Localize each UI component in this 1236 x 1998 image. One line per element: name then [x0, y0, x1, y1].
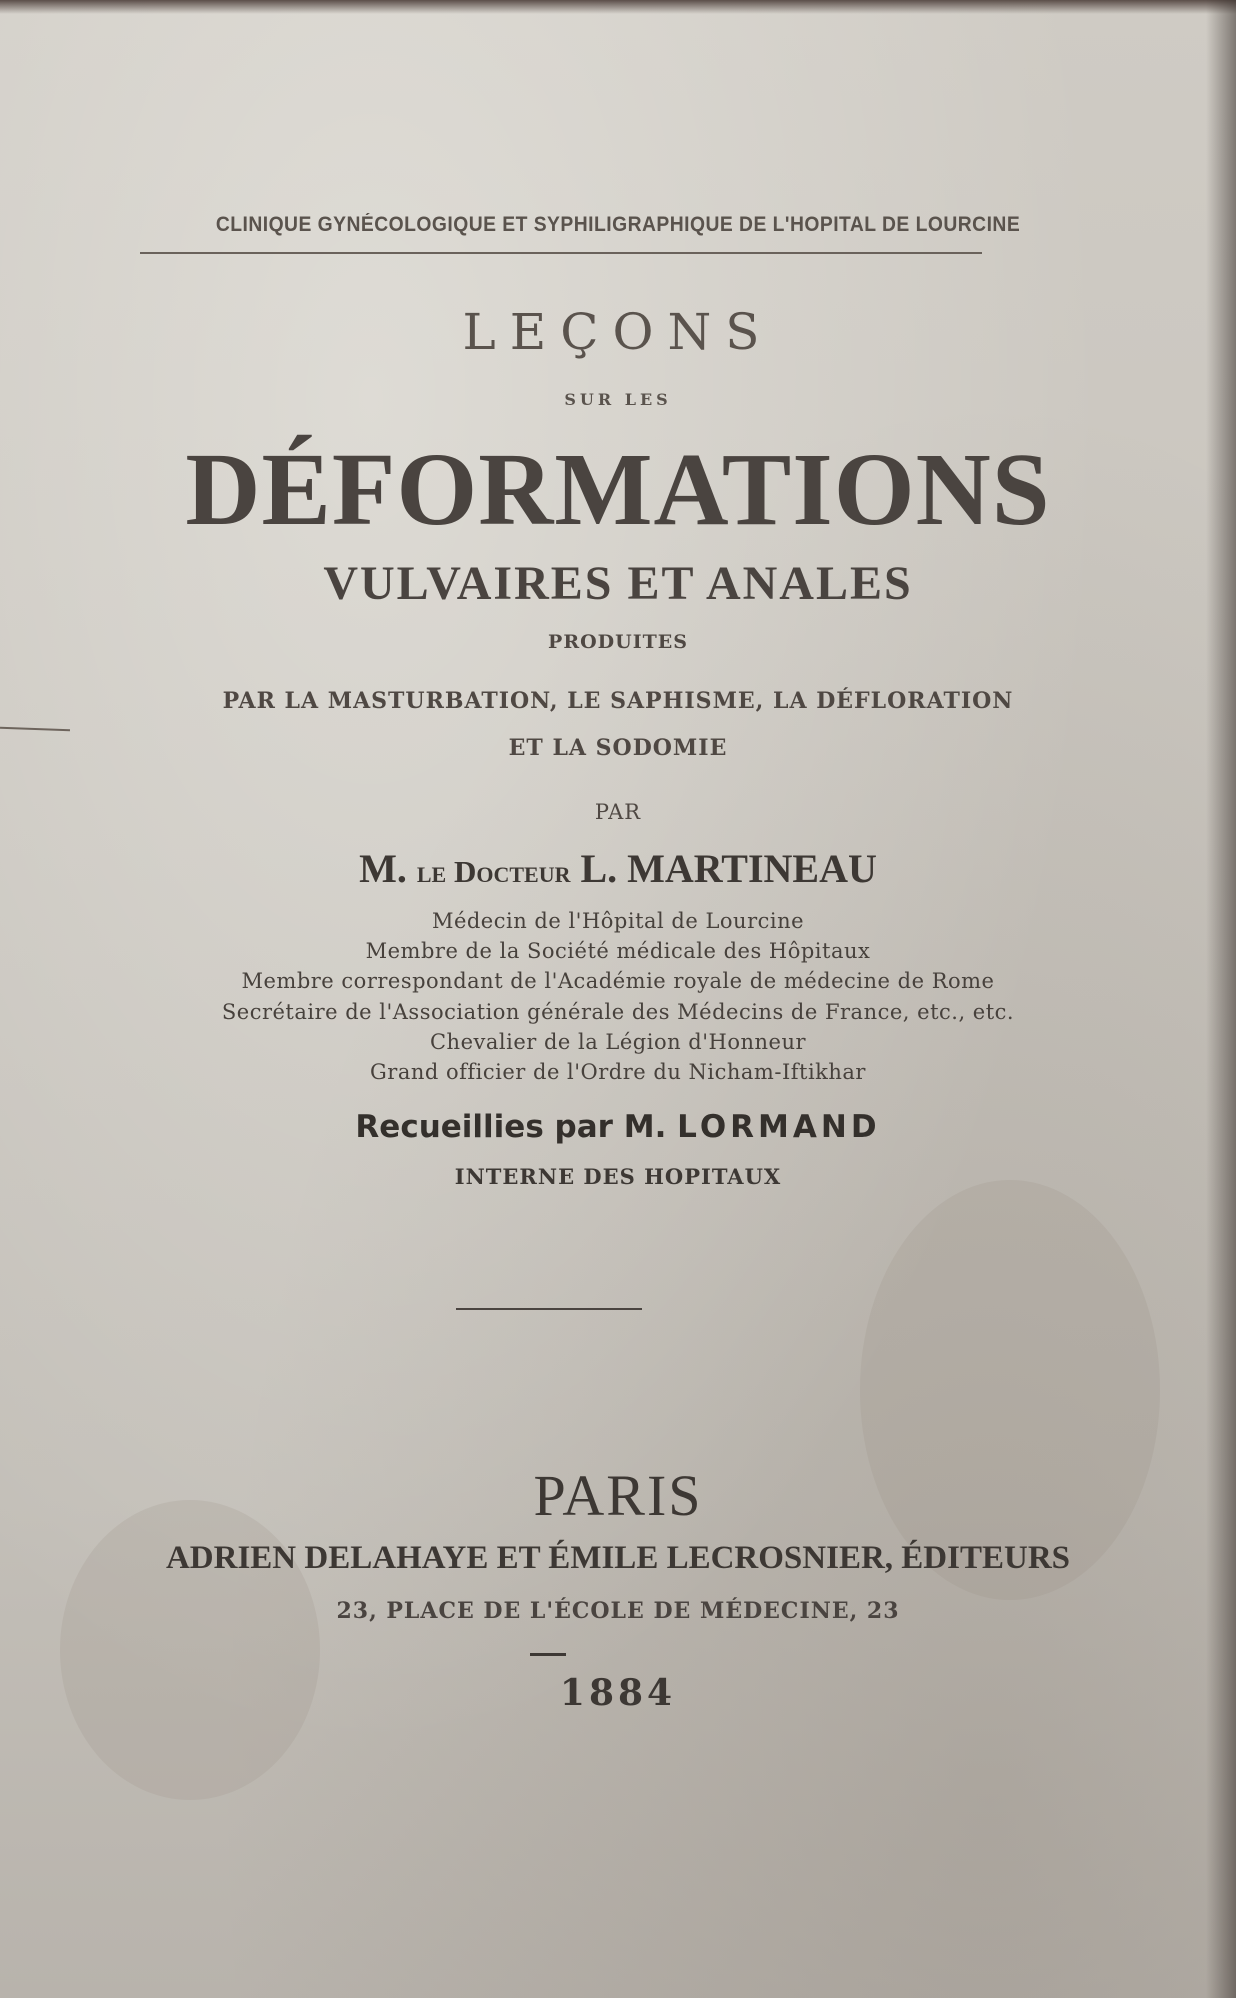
credential-line: Grand officier de l'Ordre du Nicham-Iftikhar [370, 1060, 866, 1084]
main-title: DÉFORMATIONS [185, 432, 1051, 547]
paper-stain [860, 1180, 1160, 1600]
divider-rule [456, 1308, 642, 1310]
header-rule [140, 252, 982, 254]
produites-text: PRODUITES [548, 631, 688, 653]
credential-line: Membre correspondant de l'Académie royale de médecine de Rome [241, 969, 995, 993]
collected-by-line [0, 1109, 1236, 1145]
credential-line: Médecin de l'Hôpital de Lourcine [431, 909, 805, 933]
author-prefix: M. [359, 846, 417, 891]
city: PARIS [533, 1463, 703, 1528]
credential-line: Membre de la Société médicale des Hôpitaux [365, 939, 871, 963]
publishers: ADRIEN DELAHAYE ET ÉMILE LECROSNIER, ÉDITEURS [165, 1540, 1071, 1576]
page-top-edge [0, 0, 1236, 14]
date-rule [530, 1653, 566, 1656]
lecons-heading: LEÇONS [462, 303, 774, 361]
collector-name: LORMAND [677, 1109, 881, 1145]
collector-role: INTERNE DES HOPITAUX [454, 1164, 782, 1189]
publisher-address: 23, PLACE DE L'ÉCOLE DE MÉDECINE, 23 [336, 1598, 900, 1624]
credential-line: Chevalier de la Légion d'Honneur [429, 1030, 807, 1054]
collected-by-text: Recueillies par M. [355, 1109, 678, 1145]
subtitle: VULVAIRES ET ANALES [323, 557, 913, 610]
publication-year: 1884 [559, 1672, 677, 1714]
causes-line-2: ET LA SODOMIE [508, 735, 728, 761]
paper-tear [0, 727, 70, 731]
credential-line: Secrétaire de l'Association générale des Médecins de France, etc., etc. [221, 1000, 1015, 1024]
author-name: L. MARTINEAU [570, 846, 877, 891]
author-title: le Docteur [416, 854, 571, 889]
series-header: CLINIQUE GYNÉCOLOGIQUE ET SYPHILIGRAPHIQUE DE L'HOPITAL DE LOURCINE [215, 213, 1021, 236]
causes-line-1: PAR LA MASTURBATION, LE SAPHISME, LA DÉFLORATION [222, 688, 1014, 714]
author-line [0, 845, 1236, 892]
par-text: PAR [594, 800, 642, 824]
sur-les-text: SUR LES [564, 390, 672, 409]
